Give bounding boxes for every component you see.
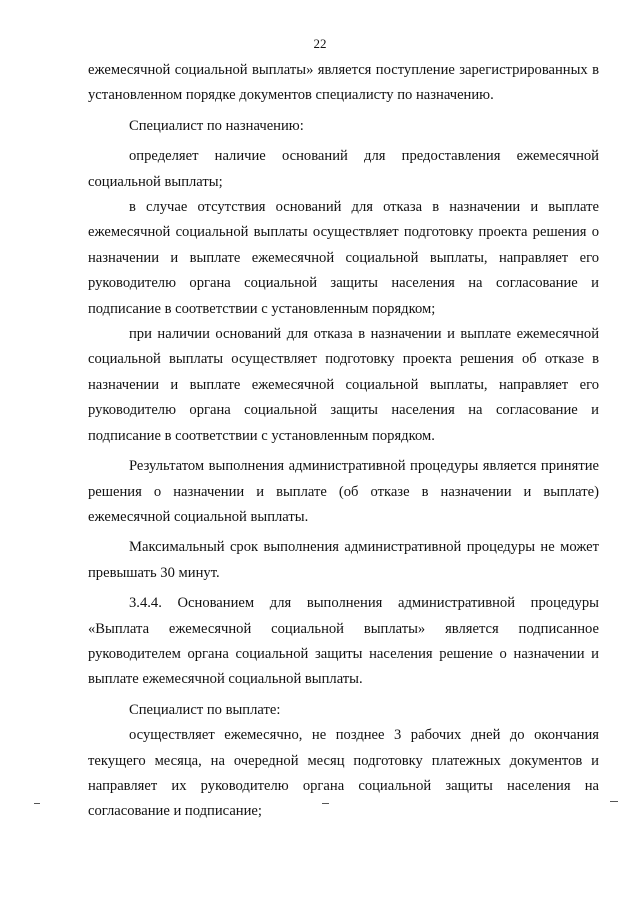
paragraph: осуществляет ежемесячно, не позднее 3 рабочих дней до окончания текущего месяца, на очередной месяц подготовку платежных документов и направляет их руководителю органа социальной защиты населения на согласование и подписание; (88, 727, 599, 820)
document-body (88, 58, 599, 825)
paragraph: при наличии оснований для отказа в назначении и выплате ежемесячной социальной выплаты осуществляет подготовку проекта решения об отказе в назначении и выплате ежемесячной социальной выплаты, направляет его руководителю органа социальной защиты населения на согласование и подписание в соответствии с установленным порядком. (88, 326, 599, 444)
scan-mark-right (610, 801, 618, 802)
page-number: 22 (313, 36, 327, 51)
paragraph: определяет наличие оснований для предоставления ежемесячной социальной выплаты; (88, 148, 599, 190)
scan-mark-center (322, 803, 329, 804)
paragraph: Специалист по назначению: (129, 117, 304, 134)
paragraph: ежемесячной социальной выплаты» является поступление зарегистрированных в установленном порядке документов специалисту по назначению. (88, 62, 599, 104)
paragraph: 3.4.4. Основанием для выполнения административной процедуры «Выплата ежемесячной социальной выплаты» является подписанное руководителем органа социальной защиты населения решение о назначении и выплате ежемесячной социальной выплаты. (88, 595, 599, 688)
paragraph: в случае отсутствия оснований для отказа в назначении и выплате ежемесячной социальной выплаты осуществляет подготовку проекта решения о назначении и выплате ежемесячной социальной выплаты, направляет его руководителю органа социальной защиты населения на согласование и подписание в соответствии с установленным порядком; (88, 199, 599, 317)
paragraph: Максимальный срок выполнения административной процедуры не может превышать 30 минут. (88, 539, 599, 581)
scan-mark-left (34, 803, 40, 804)
paragraph: Специалист по выплате: (129, 701, 281, 718)
paragraph: Результатом выполнения административной процедуры является принятие решения о назначении и выплате (об отказе в назначении и выплате) ежемесячной социальной выплаты. (88, 458, 599, 525)
